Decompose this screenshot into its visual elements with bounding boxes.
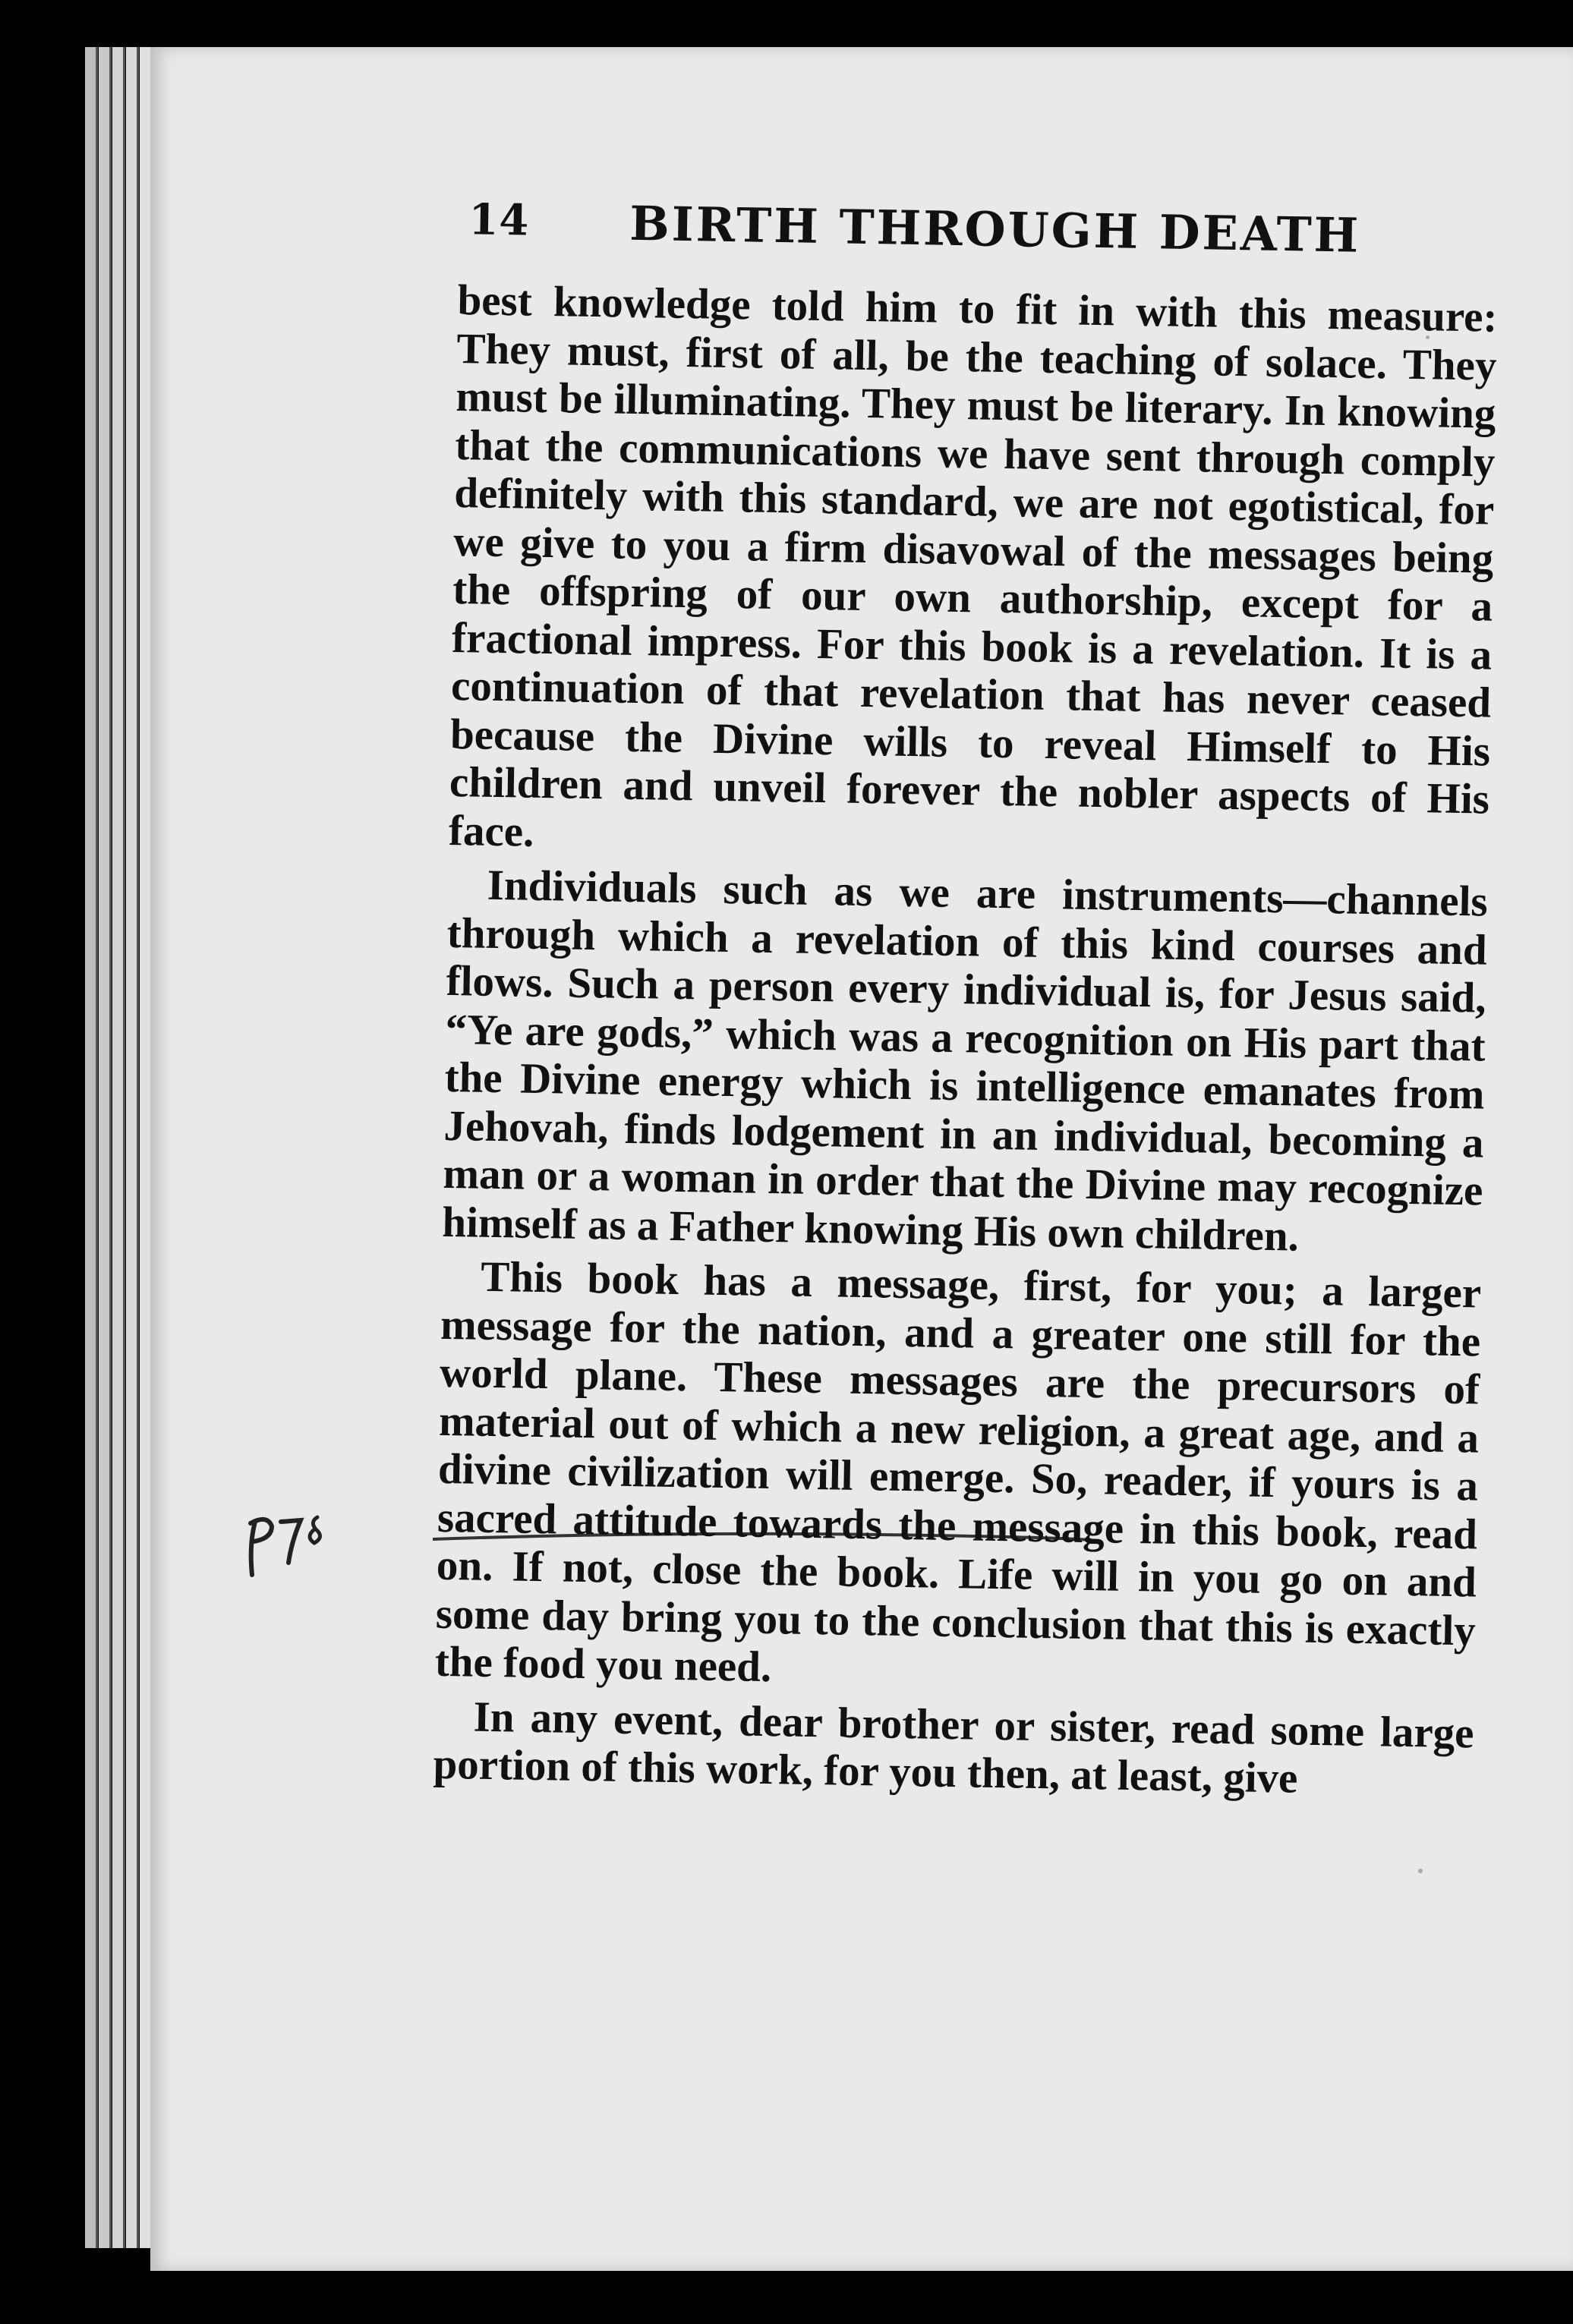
page-edge xyxy=(112,47,125,2248)
paragraph: This book has a message, first, for you; a larger message for the nation, and a greater one still for the world plane. These messages are the precursors of material out of which a new religion, a great age, and a divine civilization will emerge. So, reader, if yours is a sacred attitude towards the message in this book, read on. If not, close the book. Life will in you go on and some day bring you to the conclusion that this is exactly the food you need. xyxy=(434,1252,1482,1692)
book-title-header: BIRTH THROUGH DEATH xyxy=(629,195,1361,263)
page-edge xyxy=(85,47,98,2248)
paragraph: best knowledge told him to fit in with this measure: They must, first of all, be the teaching of solace. They must be illuminating. They must be literary. In knowing that the communications we have sent through comply definitely with this standard, we are not egotistical, for we give to you a firm disavowal of the messages being the offspring of our own authorship, except for a fractional impress. For this book is a revelation. It is a continuation of that revelation that has never ceased because the Divine wills to reveal Himself to His children and unveil forever the nobler aspects of His face. xyxy=(448,276,1498,856)
page-number: 14 xyxy=(468,194,530,246)
paragraph: In any event, dear brother or sister, read some large portion of this work, for you then, at least, give xyxy=(433,1693,1475,1803)
page-edge xyxy=(126,47,139,2248)
paragraph: Individuals such as we are instruments—channels through which a revelation of this kind courses and flows. Such a person every individual is, for Jesus said, “Ye are gods,” which was a recognition on His part that the Divine energy which is intelligence emanates from Jehovah, finds lodgement in an individual, becoming a man or a woman in order that the Divine may recognize himself as a Father knowing His own children. xyxy=(441,861,1489,1261)
page-text-block xyxy=(247,190,1498,1812)
body-text xyxy=(433,276,1498,1806)
page-edge xyxy=(99,47,112,2248)
dust-speck xyxy=(1418,1869,1423,1873)
